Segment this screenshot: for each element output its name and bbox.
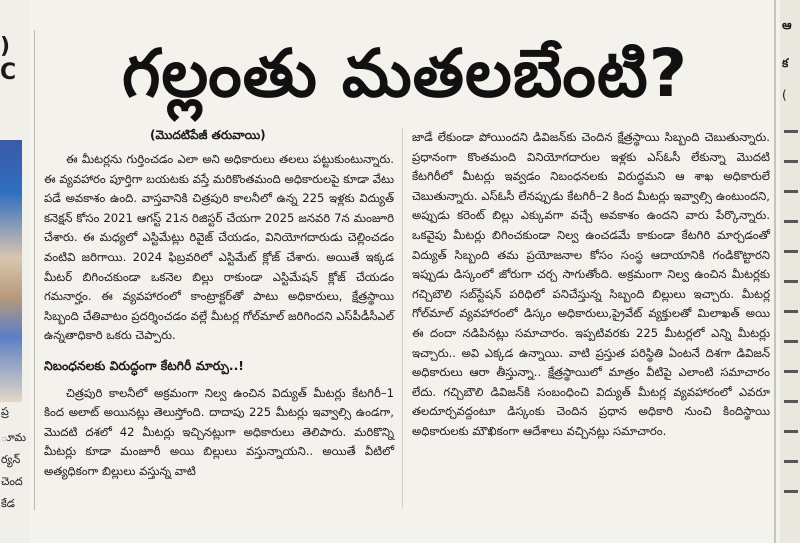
text-line-fragment bbox=[784, 430, 798, 433]
left-fragment: ప్ర bbox=[1, 405, 9, 418]
column-rule bbox=[774, 0, 776, 543]
text-line-fragment bbox=[784, 220, 798, 223]
adjacent-article-strip-left bbox=[0, 0, 30, 543]
article-column-1 bbox=[44, 150, 394, 482]
right-fragment: ( bbox=[782, 88, 787, 102]
right-fragment: క bbox=[782, 56, 789, 70]
left-fragment: కేడ bbox=[1, 497, 15, 510]
paragraph: ఈ మీటర్లను గుర్తించడం ఎలా అని అధికారులు తలలు పట్టుకుంటున్నారు. ఈ వ్యవహారం పూర్తిగా బయటకు వస్తే మరికొంతమంది అధికారులపై కూడా వేటు పడే అవకాశం ఉంది. వాస్తవానికి చిత్రపురి కాలనీలో ఉన్న 225 ఇళ్లకు విద్యుత్ కనెక్షన్ కోసం 2021 ఆగస్ట్ 21న రిజిస్టర్ చేయగా 2025 జనవరి 7న మంజూరి చేశారు. ఈ మధ్యలో ఎస్టిమేట్లు రివైజ్ చేయడం, వినియోగదారుడు చెల్లించడం వంటివి జరిగాయి. 2024 ఫిబ్రవరిలో ఎస్టిమేట్ క్లోజ్ చేశారు. అయితే ఇక్కడ మీటర్ బిగించకుండా ఒకనెల బిల్లు రాకుండా ఎస్టిమేషన్ క్లోజ్ చేయడం గమనార్హం. ఈ వ్యవహారంలో కాంట్రాక్టర్‌తో పాటు అధికారులు, క్షేత్రస్థాయి సిబ్బంది చేతివాటం ప్రదర్శించడం వల్లే మీటర్ల గోల్‌మాల్ జరిగిందని ఎస్‌పీడీసీఎల్ ఉన్నతాధికారి ఒకరు చెప్పారు. bbox=[44, 152, 394, 343]
adjacent-photo bbox=[0, 140, 22, 402]
text-line-fragment bbox=[784, 460, 798, 463]
text-line-fragment bbox=[784, 280, 798, 283]
adjacent-article-strip-right bbox=[780, 0, 800, 543]
text-line-fragment bbox=[784, 490, 798, 493]
left-fragment: చెంద bbox=[1, 475, 23, 488]
article-column-2 bbox=[412, 128, 770, 442]
headline: గల్లంతు మతలబేంటి? bbox=[121, 35, 689, 112]
paragraph: జాడే లేకుండా పోయిందని డివిజన్‌కు చెందిన క్షేత్రస్థాయి సిబ్బంది చెబుతున్నారు. ప్రధానంగా కొంతమంది వినియోగదారుల ఇళ్లకు ఎస్‌ఓసీ లేకున్నా మొదటి కేటగిరీలో మీటర్లు ఇవ్వడం నిబంధనలకు విరుద్ధమని ఆ శాఖ అధికారులే చెబుతున్నారు. ఎస్‌ఓసీ లేనప్పుడు కేటగిరీ–2 కింద మీటర్లు ఇవ్వాల్సి ఉంటుందని, అప్పుడు కరెంట్ బిల్లు ఎక్కువగా వచ్చే అవకాశం ఉందని వారు పేర్కొన్నారు. ఒకవైపు మీటర్లు బిగించకుండా నిల్వ ఉంచడమే కాకుండా కేటగిరి మార్చడంతో విద్యుత్ సిబ్బంది తమ ప్రయోజనాల కోసం సంస్థ ఆదాయానికి గండికొట్టారని ఇప్పుడు డిస్కంలో జోరుగా చర్చ సాగుతోంది. అక్రమంగా నిల్వ ఉంచిన మీటర్లకు గచ్చిబౌలి సబ్‌స్టేషన్ పరిధిలో పనిచేస్తున్న సిబ్బంది బిల్లులు ఇచ్చారు. మీటర్ల గోల్‌మాల్ వ్యవహారంలో డిస్కం అధికారులు,ప్రైవేట్ వ్యక్తులతో మిలాఖత్ అయి ఈ దందా నడిపినట్లు సమాచారం. ఇప్పటివరకు 225 మీటర్లలో ఎన్ని మీటర్లు ఇచ్చారు.. అవి ఎక్కడ ఉన్నాయి. వాటి ప్రస్తుత పరిస్థితి ఏంటనే దిశగా డివిజన్ అధికారులు ఆరా తీస్తున్నా.. క్షేత్రస్థాయిలో మాత్రం వీటిపై ఎలాంటి సమాచారం లేదు. గచ్చిబౌలి డివిజన్‌కి సంబంధించి విద్యుత్ మీటర్ల వ్యవహారంలో ఎవరూ తలదూర్చవద్దంటూ డిస్కంకు చెందిన ప్రధాన అధికారి నుంచి కిందిస్థాయి అధికారులకు మౌఖికంగా ఆదేశాలు వచ్చినట్లు సమాచారం. bbox=[412, 130, 770, 438]
left-fragment: ూమ bbox=[1, 431, 27, 444]
text-line-fragment bbox=[784, 130, 798, 133]
text-line-fragment bbox=[784, 400, 798, 403]
left-fragment: ర్యన్ bbox=[1, 453, 21, 466]
column-divider bbox=[402, 128, 403, 508]
byline: (మొదటిపేజీ తరువాయి) bbox=[150, 128, 266, 142]
text-line-fragment bbox=[784, 310, 798, 313]
text-line-fragment bbox=[784, 160, 798, 163]
text-line-fragment bbox=[784, 370, 798, 373]
paragraph: చిత్రపురి కాలనీలో అక్రమంగా నిల్వ ఉంచిన విద్యుత్ మీటర్లు కేటగిరీ–1 కింద అలాట్ అయినట్లు తెలుస్తోంది. దాదాపు 225 మీటర్లు ఇవ్వాల్సి ఉండగా, మొదటి దశలో 42 మీటర్లు ఇచ్చినట్లుగా అధికారులు తెలిపారు. మరికొన్ని మీటర్లు కూడా మంజూరీ అయి బిల్లులు వస్తున్నాయని.. అయితే వీటిలో అత్యధికంగా బిల్లులు వస్తున్న వాటి bbox=[44, 385, 394, 478]
subheading: నిబంధనలకు విరుద్ధంగా కేటగిరీ మార్పు..! bbox=[44, 357, 244, 373]
partial-glyph: ) bbox=[0, 34, 11, 59]
text-line-fragment bbox=[784, 250, 798, 253]
partial-glyph: C bbox=[0, 60, 17, 85]
column-rule bbox=[34, 30, 35, 510]
text-line-fragment bbox=[784, 340, 798, 343]
right-fragment: ఆ bbox=[782, 18, 792, 32]
text-line-fragment bbox=[784, 190, 798, 193]
